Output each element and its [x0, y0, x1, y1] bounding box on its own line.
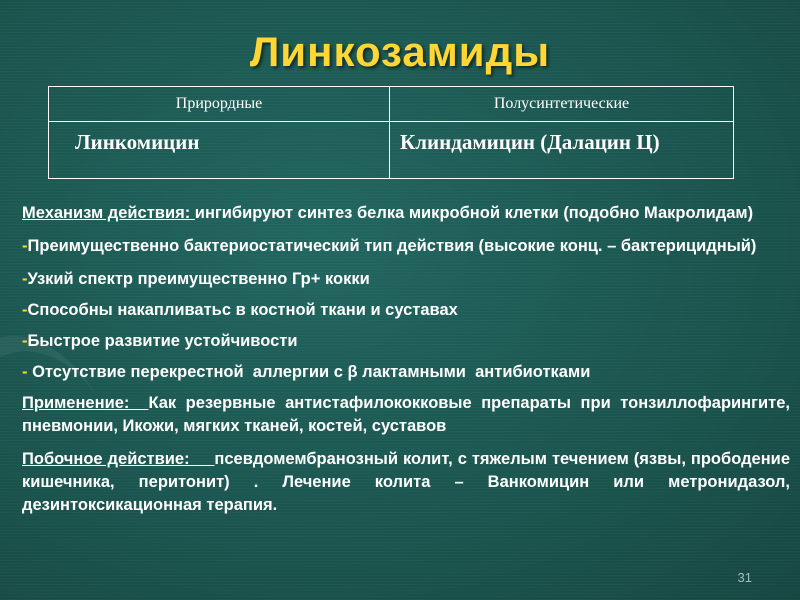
application-text: Как резервные антистафилококковые препараты при тонзиллофарингите, пневмонии, Икожи, мягких тканей, костей, суставов	[22, 394, 790, 435]
table-header-row	[49, 87, 734, 122]
bullet-text: Преимущественно бактериостатический тип действия (высокие конц. – бактерицидный)	[27, 237, 757, 255]
bullet-text: Быстрое развитие устойчивости	[27, 332, 298, 350]
bullet-item	[22, 235, 790, 258]
slide-body	[22, 202, 790, 527]
dash-marker: -	[22, 301, 28, 319]
header-semisynthetic: Полусинтетические	[390, 87, 734, 122]
mechanism-text: ингибируют синтез белка микробной клетки (подобно Макролидам)	[194, 204, 754, 222]
bullet-text: Способны накапливатьс в костной ткани и суставах	[27, 301, 458, 319]
slide-title: Линкозамиды	[249, 28, 551, 75]
bullet-text: Узкий спектр преимущественно Гр+ кокки	[27, 270, 370, 288]
bullet-item	[22, 361, 790, 384]
bullet-item	[22, 299, 790, 322]
application-label: Применение:	[22, 394, 149, 412]
bullet-text: Отсутствие перекрестной аллергии с β лактамными антибиотками	[27, 363, 591, 381]
dash-marker: -	[22, 363, 28, 381]
dash-marker: -	[22, 237, 28, 255]
mechanism-paragraph	[22, 202, 790, 225]
page-number: 31	[737, 570, 752, 585]
side-effect-paragraph	[22, 448, 790, 517]
bullet-item	[22, 330, 790, 353]
side-effect-text: псевдомембранозный колит, с тяжелым течением (язвы, прободение кишечника, перитонит) . Лечение колита – Ванкомицин или метронидазол, дезинтоксикационная терапия.	[22, 450, 790, 514]
table-row	[49, 122, 734, 179]
application-paragraph	[22, 392, 790, 438]
drug-table	[48, 86, 734, 179]
bullet-item	[22, 268, 790, 291]
dash-marker: -	[22, 270, 28, 288]
cell-lincomycin: Линкомицин	[49, 122, 390, 179]
header-natural: Прирордные	[49, 87, 390, 122]
mechanism-label: Механизм действия:	[22, 204, 195, 222]
cell-clindamycin: Клиндамицин (Далацин Ц)	[390, 122, 734, 179]
side-effect-label: Побочное действие:	[22, 450, 215, 468]
dash-marker: -	[22, 332, 28, 350]
